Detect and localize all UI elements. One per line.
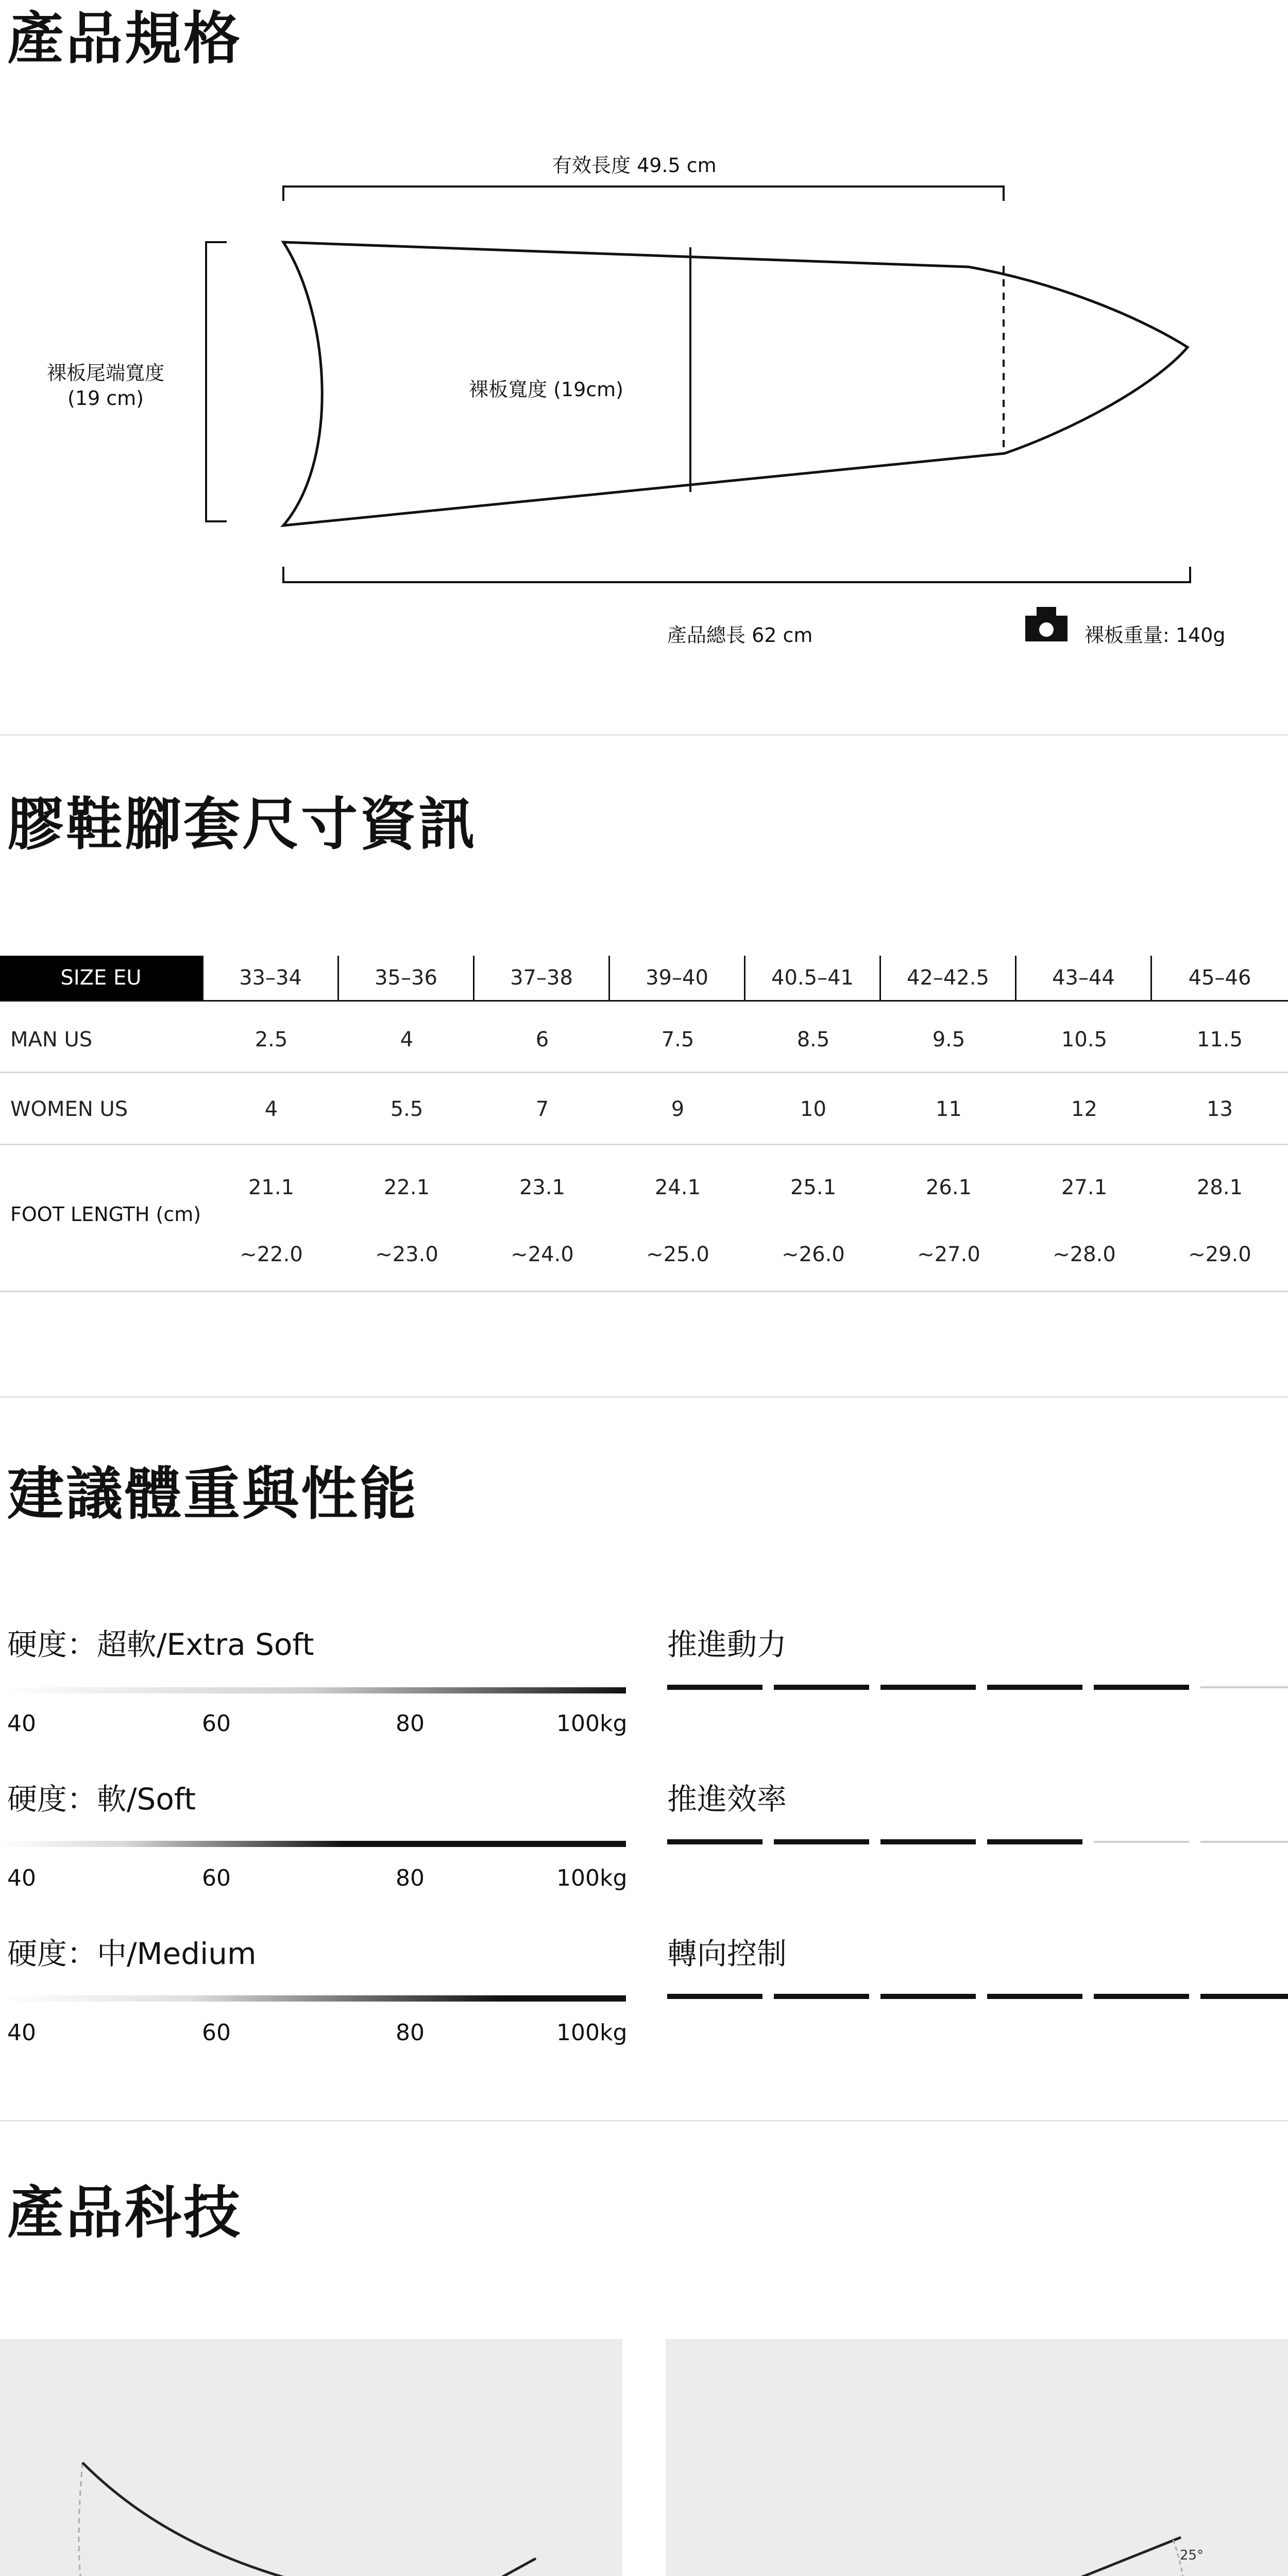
table-cell: 6 bbox=[535, 1027, 549, 1052]
table-cell: 7.5 bbox=[661, 1027, 694, 1052]
size-col: 33–34 bbox=[204, 956, 339, 1000]
size-col: 45–46 bbox=[1188, 966, 1251, 990]
table-cell: 8.5 bbox=[796, 1027, 830, 1052]
weight-tick: 40 bbox=[7, 2020, 36, 2046]
performance-segment bbox=[1200, 1686, 1288, 1688]
table-cell: ~27.0 bbox=[917, 1243, 980, 1266]
weight-tick: 40 bbox=[7, 1865, 36, 1891]
performance-segment bbox=[1200, 1841, 1288, 1843]
table-cell: ~28.0 bbox=[1053, 1243, 1116, 1266]
performance-label: 推進效率 bbox=[667, 1782, 787, 1817]
tail-width-label bbox=[41, 361, 170, 412]
weight-range-bar bbox=[0, 1995, 626, 2002]
table-cell: 13 bbox=[1207, 1097, 1233, 1121]
weight-tick: 100kg bbox=[556, 1865, 628, 1891]
weight-range-bar bbox=[0, 1841, 626, 1847]
performance-segment bbox=[667, 1839, 762, 1844]
weight-tick: 80 bbox=[396, 1710, 425, 1737]
weight-tick: 100kg bbox=[556, 2020, 628, 2046]
foot-length-label: FOOT LENGTH (cm) bbox=[10, 1203, 201, 1226]
performance-segment bbox=[1094, 1841, 1189, 1843]
efficient-angle-image bbox=[666, 2339, 1288, 2576]
table-cell: ~23.0 bbox=[375, 1243, 438, 1266]
size-header-row bbox=[0, 956, 1288, 1000]
table-cell: ~24.0 bbox=[511, 1243, 574, 1266]
weight-range-bar bbox=[0, 1687, 626, 1693]
tech-title: 產品科技 bbox=[7, 2180, 242, 2246]
table-cell: 10 bbox=[800, 1097, 826, 1121]
performance-segment bbox=[774, 1685, 869, 1690]
table-cell: 9.5 bbox=[932, 1027, 965, 1052]
hardness-label: 硬度：超軟/Extra Soft bbox=[7, 1627, 314, 1662]
weight-tick: 80 bbox=[396, 1865, 425, 1891]
section-divider bbox=[0, 2120, 1288, 2122]
table-cell: ~29.0 bbox=[1188, 1243, 1251, 1266]
performance-segment bbox=[880, 1994, 976, 1999]
weight-tick: 100kg bbox=[556, 1710, 628, 1737]
weight-title: 建議體重與性能 bbox=[7, 1461, 418, 1527]
section-divider bbox=[0, 734, 1288, 736]
weight-tick: 60 bbox=[202, 1865, 231, 1891]
performance-segment bbox=[1094, 1994, 1189, 1999]
table-cell: 26.1 bbox=[925, 1176, 972, 1199]
performance-segment bbox=[667, 1994, 762, 1999]
table-cell: ~25.0 bbox=[646, 1243, 709, 1266]
table-cell: 23.1 bbox=[519, 1176, 566, 1199]
table-cell: 24.1 bbox=[654, 1176, 701, 1199]
table-cell: 7 bbox=[535, 1097, 549, 1121]
weight-tick: 80 bbox=[396, 2020, 425, 2046]
tail-width-text: 裸板尾端寬度 bbox=[46, 362, 164, 384]
spec-title: 產品規格 bbox=[7, 6, 242, 72]
table-cell: 2.5 bbox=[255, 1027, 288, 1052]
table-cell: 28.1 bbox=[1196, 1176, 1243, 1199]
weight-tick: 60 bbox=[202, 1710, 231, 1737]
weight-label: 裸板重量: 140g bbox=[1084, 624, 1226, 647]
size-col: 35–36 bbox=[339, 956, 474, 1000]
size-col: 37–38 bbox=[474, 956, 610, 1000]
table-cell: 4 bbox=[264, 1097, 278, 1121]
performance-label: 轉向控制 bbox=[667, 1936, 787, 1971]
man-row bbox=[0, 1010, 1288, 1069]
size-col: 40.5–41 bbox=[745, 956, 881, 1000]
table-cell: 11.5 bbox=[1196, 1027, 1243, 1052]
performance-segment bbox=[987, 1685, 1082, 1690]
table-cell: 9 bbox=[671, 1097, 685, 1121]
table-cell: 10.5 bbox=[1061, 1027, 1108, 1052]
table-cell: 22.1 bbox=[383, 1176, 430, 1199]
scale-icon bbox=[1025, 607, 1067, 641]
table-cell: ~26.0 bbox=[782, 1243, 845, 1266]
performance-label: 推進動力 bbox=[667, 1627, 787, 1662]
performance-segment bbox=[774, 1839, 869, 1844]
women-row bbox=[0, 1077, 1288, 1141]
table-cell: 12 bbox=[1071, 1097, 1097, 1121]
table-cell: 25.1 bbox=[790, 1176, 837, 1199]
table-cell: 4 bbox=[400, 1027, 414, 1052]
table-cell: 5.5 bbox=[390, 1097, 423, 1121]
performance-segment bbox=[987, 1994, 1082, 1999]
man-label: MAN US bbox=[10, 1027, 93, 1052]
size-col: 42–42.5 bbox=[881, 956, 1016, 1000]
performance-segment bbox=[880, 1839, 976, 1844]
curvature-flex-image bbox=[0, 2339, 622, 2576]
weight-tick: 60 bbox=[202, 2020, 231, 2046]
performance-segment bbox=[1200, 1994, 1288, 1999]
hardness-label: 硬度：中/Medium bbox=[7, 1936, 257, 1971]
table-cell: 21.1 bbox=[248, 1176, 295, 1199]
performance-segment bbox=[1094, 1685, 1189, 1690]
board-width-label: 裸板寬度 (19cm) bbox=[469, 378, 623, 401]
table-cell: ~22.0 bbox=[240, 1243, 303, 1266]
women-label: WOMEN US bbox=[10, 1097, 128, 1121]
table-cell: 11 bbox=[936, 1097, 962, 1121]
fin-dimension-diagram bbox=[0, 129, 1288, 654]
performance-segment bbox=[987, 1839, 1082, 1844]
performance-segment bbox=[667, 1685, 762, 1690]
performance-segment bbox=[774, 1994, 869, 1999]
foot-row-to bbox=[0, 1221, 1288, 1288]
size-col: 39–40 bbox=[610, 956, 745, 1000]
size-col: 43–44 bbox=[1016, 956, 1152, 1000]
weight-tick: 40 bbox=[7, 1710, 36, 1737]
angle-label: 25° bbox=[1180, 2548, 1204, 2563]
table-cell: 27.1 bbox=[1061, 1176, 1108, 1199]
size-eu-header: SIZE EU bbox=[0, 956, 204, 1000]
performance-segment bbox=[880, 1685, 976, 1690]
hardness-label: 硬度：軟/Soft bbox=[7, 1782, 196, 1817]
size-title: 膠鞋腳套尺寸資訊 bbox=[7, 791, 477, 857]
effective-length-label: 有效長度 49.5 cm bbox=[552, 154, 717, 177]
total-length-label: 產品總長 62 cm bbox=[667, 624, 813, 647]
section-divider bbox=[0, 1396, 1288, 1398]
tail-width-value: (19 cm) bbox=[67, 387, 144, 410]
